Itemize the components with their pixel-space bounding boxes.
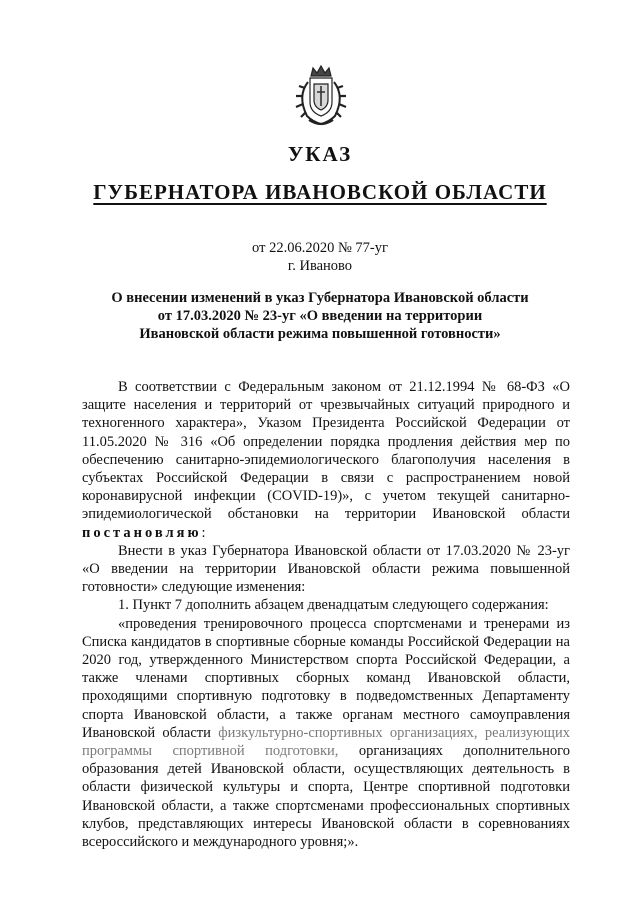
document-body bbox=[82, 378, 570, 851]
document-city: г. Иваново bbox=[287, 258, 353, 274]
preamble-text: В соответствии с Федеральным законом от 21.12.1994 № 68-ФЗ «О защите населения и территорий от чрезвычайных ситуаций природного и техногенного характера», Указом Президента Российской Федерации от 11.05.2020 № 316 «Об определении порядка продления действия мер по обеспечению санитарно-эпидемиологического благополучия населения в субъектах Российской Федерации в связи с распространением новой коронавирусной инфекции (COVID-19)», с учетом текущей санитарно-эпидемиологической обстановки на территории Ивановской области bbox=[82, 379, 570, 523]
subtitle-text: ГУБЕРНАТОРА ИВАНОВСКОЙ ОБЛАСТИ bbox=[93, 180, 547, 204]
document-subject bbox=[60, 289, 580, 343]
resolution-word: постановляю bbox=[82, 524, 202, 541]
paragraph-preamble bbox=[82, 378, 570, 542]
paragraph-amend: Внести в указ Губернатора Ивановской области от 17.03.2020 № 23-уг «О введении на территории Ивановской области режима повышенной готовности» следующие изменения: bbox=[82, 542, 570, 596]
subject-line: Ивановской области режима повышенной готовности» bbox=[139, 326, 501, 342]
new-text-part: «проведения тренировочного процесса спортсменами и тренерами из Списка кандидатов в спортивные сборные команды Российской Федерации на 2020 год, утвержденного Министерством спорта Российской Федерации, а также членами спортивных сборных команд Ивановской области, проходящими спортивную подготовку в подведомственных Департаменту спорта Ивановской области, а также органам местного самоуправления Ивановской области bbox=[82, 615, 570, 741]
subject-line: от 17.03.2020 № 23-уг «О введении на территории bbox=[157, 308, 483, 324]
coat-of-arms-emblem bbox=[287, 62, 355, 130]
subject-line: О внесении изменений в указ Губернатора Ивановской области bbox=[111, 290, 529, 306]
new-text-part: организациях дополнительного образования детей Ивановской области, осуществляющих деятельность в области физической культуры и спорта, Центре спортивной подготовки Ивановской области, а также спортсменами профессиональных спортивных клубов, представляющих интересы Ивановской области в соревнованиях всероссийского и международного уровня;». bbox=[82, 743, 570, 851]
document-title: УКАЗ bbox=[287, 142, 353, 166]
paragraph-new-text bbox=[82, 615, 570, 852]
new-text-faded: физкультурно-спортивных организациях, реализующих программы спортивной подготовки, bbox=[82, 724, 570, 760]
document-date: от 22.06.2020 № 77-уг bbox=[252, 240, 388, 256]
document-subtitle bbox=[0, 180, 640, 205]
paragraph-item-1: 1. Пункт 7 дополнить абзацем двенадцатым следующего содержания: bbox=[118, 597, 549, 614]
preamble-end: : bbox=[201, 524, 206, 541]
